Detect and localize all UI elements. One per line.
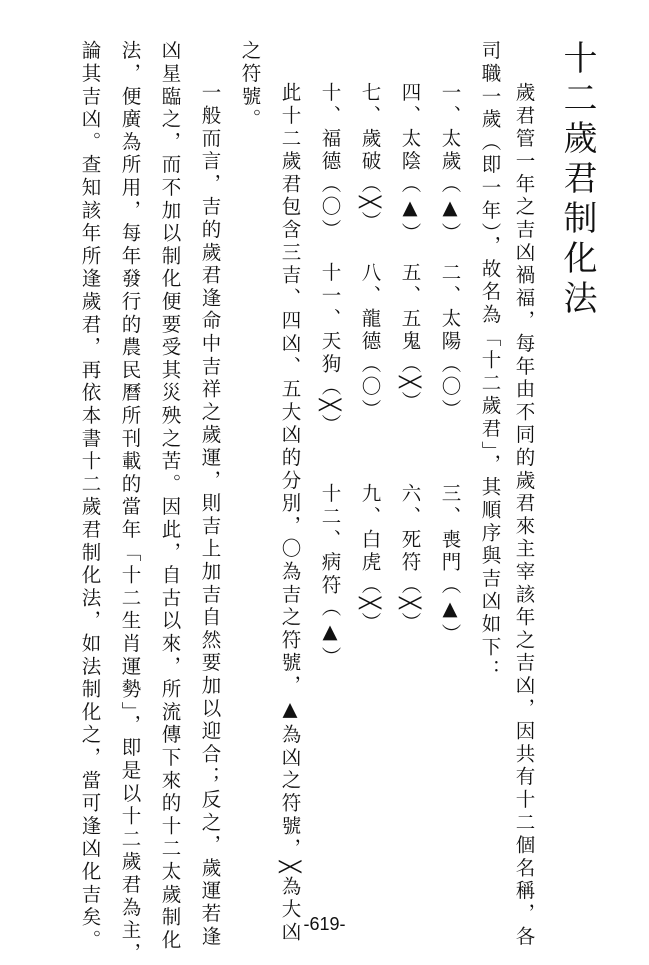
list-item: 四、太陰（▲） (398, 82, 422, 246)
body-line-2: 凶星臨之，而不加以制化便要受其災殃之苦。因此，自古以來，所流傳下來的十二太歲制化 (158, 40, 182, 952)
body-line-1: 一般而言，吉的歲君逢命中吉祥之歲運，則吉上加吉自然要加以迎合；反之，歲運若逢 (198, 82, 222, 949)
list-item: 六、死符（╳） (398, 483, 422, 635)
list-item: 三、喪門（▲） (438, 483, 462, 647)
legend-line-1: 此十二歲君包含三吉、四凶、五大凶的分別，〇為吉之符號，▲為凶之符號，╳為大凶 (278, 82, 302, 945)
list-item: 五、五鬼（╳） (398, 262, 422, 414)
list-item: 二、太陽（〇） (438, 262, 462, 422)
list-item: 一、太歲（▲） (438, 82, 462, 246)
list-item: 八、龍德（〇） (358, 262, 382, 422)
body-line-3: 法，便廣為所用，每年發行的農民曆所刊載的當年「十二生肖運勢」，即是以十二歲君為主， (118, 40, 142, 965)
page-title: 十二歲君制化法 (557, 40, 597, 320)
list-item: 十、福德（〇） (318, 82, 342, 242)
page-number: -619- (303, 914, 346, 934)
list-item: 七、歲破（╳） (358, 82, 382, 234)
intro-line-1: 歲君管一年之吉凶禍福，每年由不同的歲君來主宰該年之吉凶，因共有十二個名稱，各 (512, 82, 536, 949)
body-line-4: 論其吉凶。查知該年所逢歲君，再依本書十二歲君制化法，如法制化之，當可逢凶化吉矣。 (78, 40, 102, 952)
list-item: 九、白虎（╳） (358, 483, 382, 635)
legend-line-2: 之符號。 (238, 40, 262, 132)
list-item: 十一、天狗（╳） (318, 262, 342, 437)
intro-line-2: 司職一歲（即一年），故名為「十二歲君」，其順序與吉凶如下： (478, 40, 502, 682)
list-item: 十二、病符（▲） (318, 483, 342, 669)
